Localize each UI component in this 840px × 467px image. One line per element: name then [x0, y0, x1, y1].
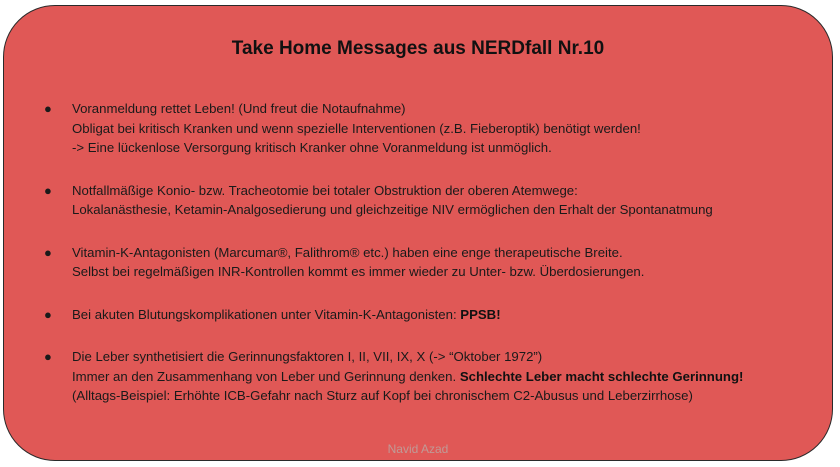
bullet-line: Selbst bei regelmäßigen INR-Kontrollen kommt es immer wieder zu Unter- bzw. Überdosierungen. [72, 264, 645, 279]
card-title: Take Home Messages aus NERDfall Nr.10 [231, 38, 605, 59]
message-card [3, 5, 833, 461]
bullet-line: Vitamin-K-Antagonisten (Marcumar®, Falithrom® etc.) haben eine enge therapeutische Breite. [72, 244, 623, 260]
bullet-icon: ● [44, 101, 52, 116]
bullet-line [72, 367, 832, 387]
bullet-icon: ● [44, 182, 52, 198]
bullet-icon: ● [44, 244, 52, 260]
bullet-item [4, 99, 832, 158]
bullet-line [72, 305, 832, 325]
bullet-emphasis: PPSB! [460, 306, 501, 322]
bullet-line: (Alltags-Beispiel: Erhöhte ICB-Gefahr nach Sturz auf Kopf bei chronischem C2-Abusus und Leberzirrhose) [72, 388, 693, 403]
bullet-text: Bei akuten Blutungskomplikationen unter Vitamin-K-Antagonisten: [72, 306, 461, 322]
bullet-item [4, 305, 832, 325]
bullet-item [4, 347, 832, 406]
bullet-line: Voranmeldung rettet Leben! (Und freut die Notaufnahme) [72, 101, 406, 116]
bullet-line: Die Leber synthetisiert die Gerinnungsfaktoren I, II, VII, IX, X (-> “Oktober 1972”) [72, 349, 543, 364]
bullet-icon: ● [44, 306, 52, 322]
bullet-line: Notfallmäßige Konio- bzw. Tracheotomie bei totaler Obstruktion der oberen Atemwege: [72, 182, 578, 198]
bullet-list [4, 99, 832, 429]
author-credit: Navid Azad [387, 442, 449, 456]
bullet-line: -> Eine lückenlose Versorgung kritisch Kranker ohne Voranmeldung ist unmöglich. [72, 140, 552, 155]
bullet-line: Obligat bei kritisch Kranken und wenn spezielle Interventionen (z.B. Fieberoptik) benötigt werden! [72, 120, 641, 136]
bullet-item [4, 243, 832, 282]
bullet-item [4, 181, 832, 220]
bullet-emphasis: Schlechte Leber macht schlechte Gerinnung! [459, 368, 744, 384]
bullet-icon: ● [44, 349, 52, 364]
bullet-text: Immer an den Zusammenhang von Leber und Gerinnung denken. [72, 368, 460, 384]
bullet-line: Lokalanästhesie, Ketamin-Analgosedierung und gleichzeitige NIV ermöglichen den Erhalt der Spontanatmung [72, 202, 713, 217]
